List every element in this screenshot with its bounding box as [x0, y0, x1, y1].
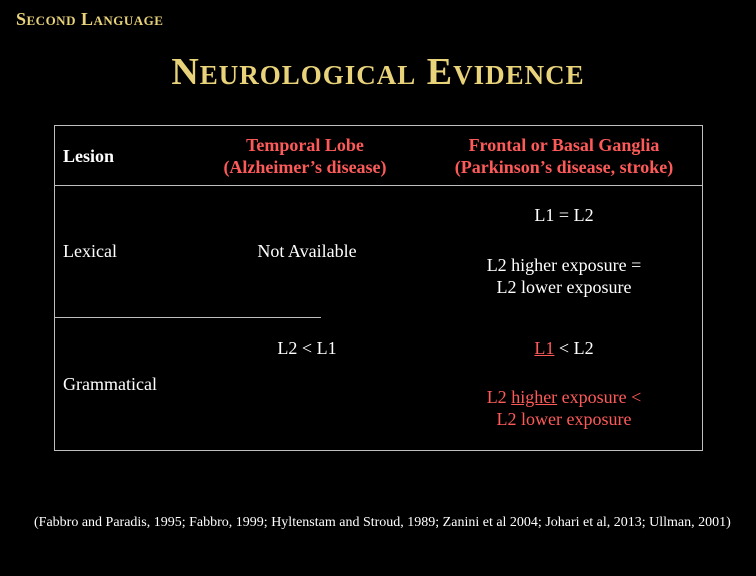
header-temporal-line1: Temporal Lobe — [246, 135, 364, 155]
header-lesion: Lesion — [63, 146, 115, 166]
header-temporal-line2: (Alzheimer’s disease) — [223, 157, 387, 177]
header-frontal-line2: (Parkinson’s disease, stroke) — [454, 157, 674, 177]
header-frontal-line1: Frontal or Basal Ganglia — [468, 135, 660, 155]
grammatical-frontal-top-l1: L1 — [534, 338, 555, 358]
grammatical-frontal-bottom-line2: L2 lower exposure — [496, 409, 632, 429]
lexical-frontal-bottom-line2: L2 lower exposure — [496, 277, 632, 297]
row-label-grammatical: Grammatical — [63, 374, 157, 394]
header-temporal — [195, 134, 415, 178]
header-divider — [55, 185, 702, 186]
grammatical-frontal-top — [425, 337, 703, 359]
row-label-lexical: Lexical — [63, 241, 117, 261]
slide-title: Neurological Evidence — [171, 51, 585, 93]
lexical-frontal-top: L1 = L2 — [534, 205, 594, 225]
evidence-table — [54, 125, 703, 451]
grammatical-frontal-top-rest: < L2 — [554, 338, 594, 358]
grammatical-frontal-bottom-line1-higher: higher — [511, 387, 558, 407]
lexical-frontal-bottom-line1: L2 higher exposure = — [486, 255, 642, 275]
lexical-temporal: Not Available — [257, 241, 357, 261]
lexical-frontal-bottom — [425, 254, 703, 298]
grammatical-temporal: L2 < L1 — [277, 338, 337, 358]
row-divider — [55, 317, 321, 318]
header-frontal — [425, 134, 703, 178]
section-kicker: Second Language — [16, 9, 164, 29]
grammatical-frontal-bottom-line1-b: exposure < — [557, 387, 642, 407]
citation-text: (Fabbro and Paradis, 1995; Fabbro, 1999; Hyltenstam and Stroud, 1989; Zanini et al 2004; Johari et al, 2013; Ullman, 2001) — [34, 515, 731, 530]
grammatical-frontal-bottom-line1-a: L2 — [486, 387, 512, 407]
grammatical-frontal-bottom — [425, 386, 703, 430]
grammatical-frontal-bottom-line1 — [425, 386, 703, 408]
